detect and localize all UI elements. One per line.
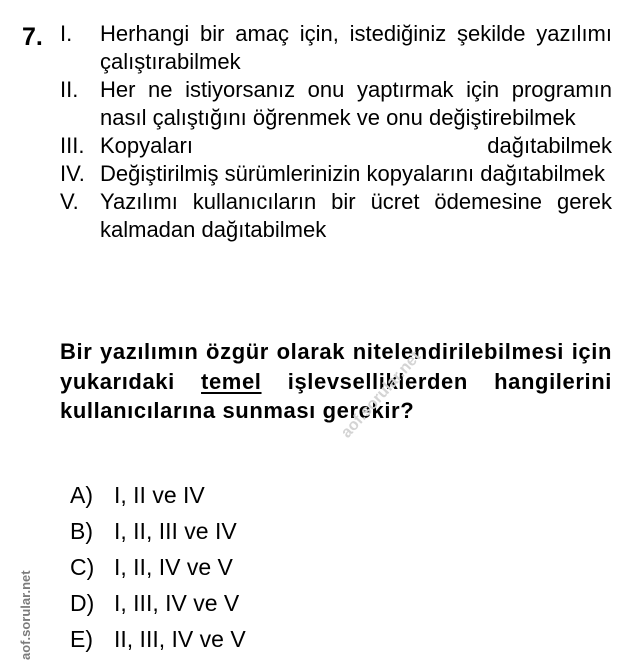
option-letter: C) bbox=[70, 554, 95, 580]
option-letter: B) bbox=[70, 518, 93, 544]
answer-options bbox=[70, 477, 246, 657]
statement-item bbox=[60, 188, 612, 244]
watermark-side: aof.sorular.net bbox=[18, 570, 33, 660]
watermark-diagonal: aof.sorular.net bbox=[338, 348, 425, 442]
question-stem bbox=[60, 337, 612, 426]
stem-text-after: işlevselliklerden hangilerini kullanıcılarına sunması gerekir? bbox=[60, 368, 612, 423]
option-letter: A) bbox=[70, 482, 93, 508]
statement-numeral: II. bbox=[60, 77, 79, 102]
statement-item bbox=[60, 76, 612, 132]
statement-text: Her ne istiyorsanız onu yaptırmak için programın nasıl çalıştığını öğrenmek ve onu değiştirebilmek bbox=[100, 77, 612, 130]
option-a[interactable] bbox=[70, 477, 246, 513]
option-e[interactable] bbox=[70, 621, 246, 657]
option-d[interactable] bbox=[70, 585, 246, 621]
option-letter: E) bbox=[70, 626, 93, 652]
option-letter: D) bbox=[70, 590, 95, 616]
statement-numeral: IV. bbox=[60, 161, 85, 186]
option-text: I, III, IV ve V bbox=[114, 590, 240, 616]
stem-emphasis: temel bbox=[201, 368, 262, 394]
question-number: 7. bbox=[22, 23, 43, 51]
statement-numeral: I. bbox=[60, 21, 73, 46]
statement-numeral: III. bbox=[60, 133, 85, 158]
statement-numeral: V. bbox=[60, 189, 79, 214]
statement-text: Kopyaları dağıtabilmek bbox=[100, 133, 612, 158]
stem-text-before: Bir yazılımın özgür olarak nitelendirilebilmesi için yukarıdaki bbox=[60, 339, 612, 394]
statement-item bbox=[60, 132, 612, 160]
option-text: I, II, III ve IV bbox=[114, 518, 237, 544]
statement-list bbox=[60, 20, 612, 244]
statement-text: Herhangi bir amaç için, istediğiniz şekilde yazılımı çalıştırabilmek bbox=[100, 21, 612, 74]
statement-text: Değiştirilmiş sürümlerinizin kopyalarını dağıtabilmek bbox=[100, 161, 605, 186]
statement-item bbox=[60, 20, 612, 76]
option-c[interactable] bbox=[70, 549, 246, 585]
option-text: I, II ve IV bbox=[114, 482, 205, 508]
option-b[interactable] bbox=[70, 513, 246, 549]
option-text: I, II, IV ve V bbox=[114, 554, 233, 580]
statement-text: Yazılımı kullanıcıların bir ücret ödemesine gerek kalmadan dağıtabilmek bbox=[100, 189, 612, 242]
statement-item bbox=[60, 160, 612, 188]
option-text: II, III, IV ve V bbox=[114, 626, 246, 652]
